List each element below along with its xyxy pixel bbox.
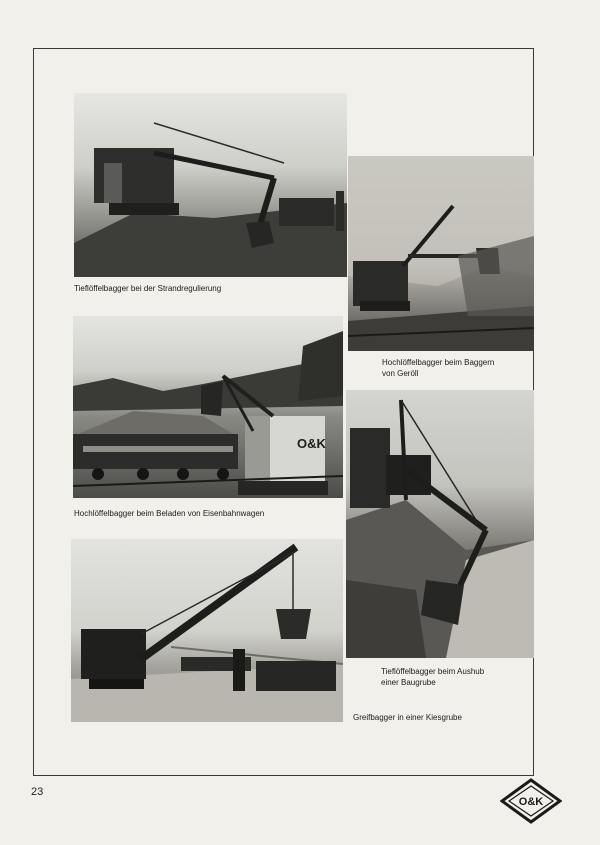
caption-line: Tieflöffelbagger bei der Strandregulierung [74, 284, 222, 293]
caption-photo-4 [381, 666, 484, 688]
caption-photo-1 [74, 283, 221, 294]
photo-grab-crane [71, 539, 343, 722]
photo-shovel-railcars [73, 316, 343, 498]
caption-line: Tieflöffelbagger beim Aushub [381, 667, 485, 676]
photo-excavator-pit [346, 390, 534, 658]
caption-line: Hochlöffelbagger beim Beladen von Eisenbahnwagen [74, 509, 265, 518]
caption-line: Greifbagger in einer Kiesgrube [353, 713, 462, 722]
caption-photo-5 [353, 712, 462, 723]
o-and-k-logo [500, 778, 562, 824]
caption-line: einer Baugrube [381, 678, 436, 687]
machine-marking: O&K [297, 436, 326, 451]
photo-excavator-shore [74, 93, 347, 277]
caption-photo-2 [382, 357, 494, 379]
page-number: 23 [31, 786, 44, 798]
caption-photo-3 [74, 508, 264, 519]
caption-line: Hochlöffelbagger beim Baggern [382, 358, 495, 367]
logo-text: O&K [518, 796, 544, 808]
caption-line: von Geröll [382, 369, 419, 378]
photo-shovel-rubble [348, 156, 534, 351]
